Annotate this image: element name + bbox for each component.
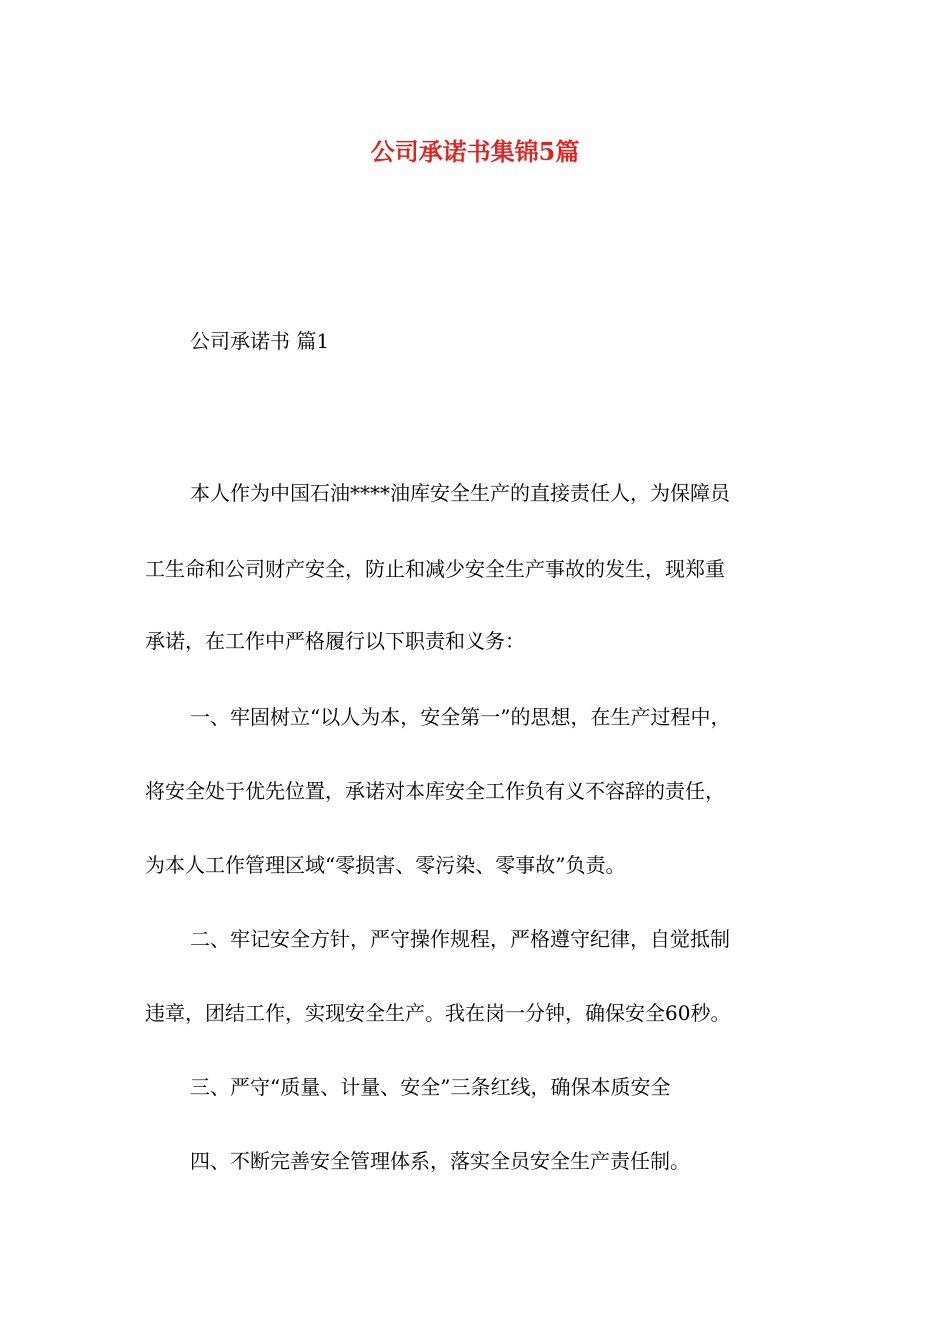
paragraph-line: 一、牢固树立“以人为本，安全第一”的思想，在生产过程中， bbox=[190, 705, 731, 729]
document-title: 公司承诺书集锦5篇 bbox=[370, 137, 580, 166]
section-heading: 公司承诺书 篇1 bbox=[190, 329, 330, 353]
paragraph-line: 工生命和公司财产安全，防止和减少安全生产事故的发生，现郑重 bbox=[145, 557, 725, 581]
paragraph-line: 违章，团结工作，实现安全生产。我在岗一分钟，确保安全60秒。 bbox=[145, 1001, 731, 1025]
paragraph-line: 为本人工作管理区域“零损害、零污染、零事故”负责。 bbox=[145, 853, 626, 877]
paragraph-line: 承诺，在工作中严格履行以下职责和义务： bbox=[145, 629, 525, 653]
paragraph-line: 三、严守“质量、计量、安全”三条红线，确保本质安全 bbox=[190, 1075, 671, 1099]
paragraph-line: 四、不断完善安全管理体系，落实全员安全生产责任制。 bbox=[190, 1149, 690, 1173]
paragraph-line: 将安全处于优先位置，承诺对本库安全工作负有义不容辞的责任， bbox=[145, 779, 725, 803]
paragraph-line: 本人作为中国石油****油库安全生产的直接责任人，为保障员 bbox=[190, 481, 730, 505]
paragraph-line: 二、牢记安全方针，严守操作规程，严格遵守纪律，自觉抵制 bbox=[190, 927, 730, 951]
